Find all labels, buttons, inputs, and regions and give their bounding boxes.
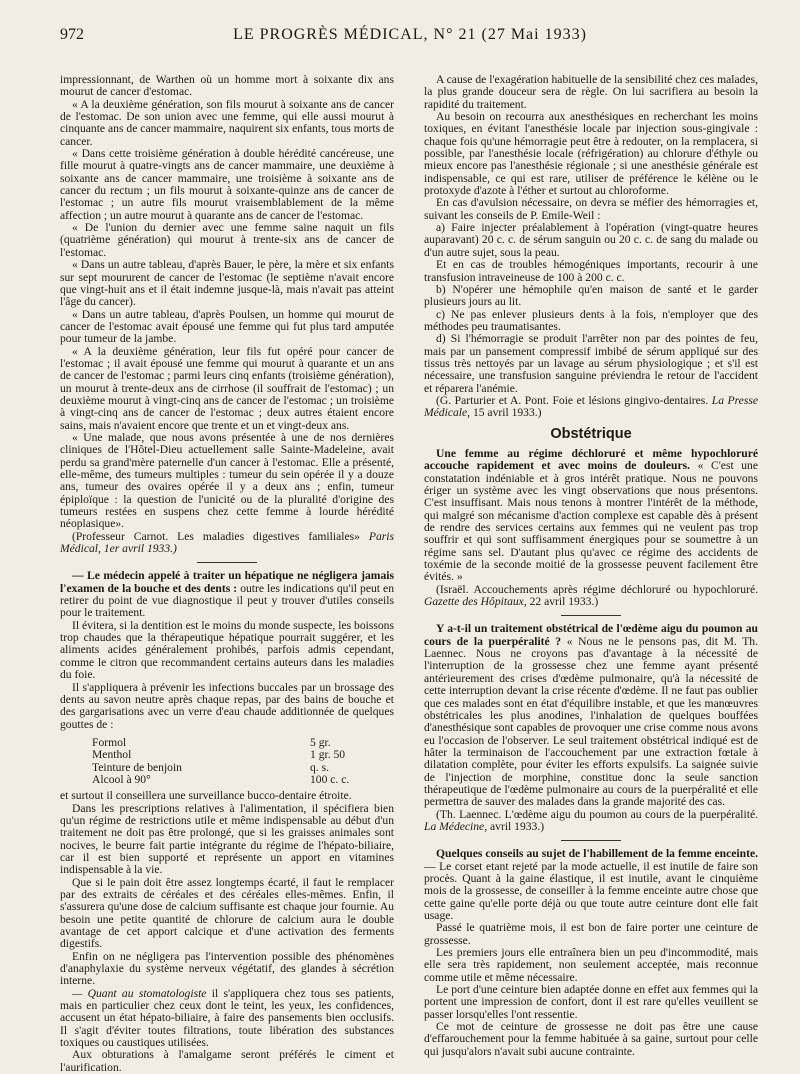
citation-date: 22 avril 1933.) (529, 595, 599, 609)
paragraph: Il s'appliquera à prévenir les infections buccales par un brossage des dents au savon neutre après chaque repas, par des bains de bouche et des gargarisations avec un verre d'eau chaude additionnée de quelques gouttes de : (60, 680, 394, 731)
paragraph: En cas d'avulsion nécessaire, on devra se méfier des hémorragies et, suivant les conseils de P. Emile-Weil : (424, 196, 758, 222)
citation-source: Gazette des Hôpitaux, (424, 595, 527, 609)
paragraph: « Une malade, que nous avons présentée à une de nos dernières cliniques de l'Hôtel-Dieu actuellement salle Sainte-Madeleine, avait perdu sa grand'mère paternelle d'un cancer à l'estomac. Elle a présenté, elle-même, des tumeurs multiples : tumeur du sein opérée il y a douze ans, tumeur des ovaires opérée il y a deux ans ; enfin, tumeur épiploïque : la question de l'unicité ou de la pluralité d'origine des tumeurs restées en suspens chez cette femme à lourde hérédité néoplasique». (60, 430, 394, 531)
paragraph: et surtout il conseillera une surveillance bucco-dentaire étroite. (60, 789, 352, 803)
article-body: il s'appliquera chez tous ses patients, mais en particulier chez ceux dont le teint, les yeux, les confidences, accusent un état hépato-biliaire, à faire des pansements bien occlusifs. Il s'agit d'éviter toutes filtrations, toute libération des substances toxiques ou caustiques utilisées. (60, 986, 394, 1050)
paragraph: b) N'opérer une hémophile qu'en maison de santé et le garder plusieurs jours au lit. (424, 282, 758, 309)
ingredient-name: Formol (92, 735, 127, 749)
article-body: « Nous ne le pensons pas, dit M. Th. Laennec. Nous ne croyons pas d'avantage à la nécessité de l'interruption de la grossesse chez une femme ayant présenté antérieurement des crises d'œdème pulmonaire, qu'à la nécessité de cette interruption devant la crise récente d'œdème. Il ne faut pas oublier que ces malades sont en état d'équilibre instable, et que les manœuvres obstétricales les plus anodines, l'inhalation de quelques bouffées d'anesthésique sont capables de provoquer une crise comme nous avons eu l'occasion de l'observer. Le seul traitement obstétrical indiqué est de hâter la terminaison de l'accouchement par une extraction fœtale à dilatation complète, pour éviter les efforts expulsifs. La saignée suivie de l'injection de morphine, constitue donc la seule sanction thérapeutique de l'œdème pulmonaire au cours de la puerpéralité et elle permettra de sauver des malades dans la grande majorité des cas. (424, 634, 758, 809)
citation-source: Paris Médical, (60, 529, 394, 556)
citation-text: (Professeur Carnot. Les maladies digestives familiales» (72, 529, 360, 543)
article-lead: Une femme au régime déchloruré et même hypochloruré accouche rapidement et avec moins de douleurs. (424, 446, 758, 473)
paragraph: Au besoin on recourra aux anesthésiques en recherchant les moins toxiques, en évitant l'anesthésie locale par injection sous-gingivale : chaque fois qu'une hémorragie peut être à redouter, on la remplacera, si possible, par l'anesthésie locale (réfrigération) au chlorure d'éthyle ou mieux encore pas l'anesthésie régionale ; si une anesthésie générale est indispensable, ce qui est rare, utiliser de préférence le kélène ou le protoxyde d'azote à l'éther et surtout au chloroforme. (424, 110, 758, 198)
section-title: Obstétrique (550, 425, 632, 442)
divider (197, 562, 257, 563)
citation (424, 809, 758, 834)
paragraph: « A la deuxième génération, leur fils fut opéré pour cancer de l'estomac ; il avait épousé une femme qui mourut à quarante et un ans de cancer de l'estomac ; parmi leurs cinq enfants (troisième génération), un mourut à trente-deux ans de cirrhose (il souffrait de l'estomac) ; un deuxième mourut à vingt-cinq ans de cancer de l'estomac ; un troisième à vingt-cinq ans de cancer de l'estomac ; deux autres étaient encore sains, mais n'avaient encore que trente et un et vingt-deux ans. (60, 344, 394, 432)
citation (424, 584, 758, 609)
paragraph: impressionnant, de Warthen où un homme mort à soixante dix ans mourut de cancer d'estomac. (60, 73, 394, 99)
paragraph: Le port d'une ceinture bien adaptée donne en effet aux femmes qui la portent une impression de confort, dont il est rare qu'elles veuillent se passer lorsqu'elles l'ont ressentie. (424, 983, 758, 1021)
citation-text: (Th. Laennec. L'œdème aigu du poumon au cours de la puerpéralité. (436, 807, 758, 821)
divider (561, 840, 621, 841)
paragraph: c) Ne pas enlever plusieurs dents à la fois, n'employer que des méthodes peu traumatisantes. (424, 307, 758, 333)
paragraph: d) Si l'hémorragie se produit l'arrêter non par des pointes de feu, mais par un pansement compressif imbibé de sérum appliqué sur des tissus très nettoyés par un lavage au sérum physiologique ; et s'il est nécessaire, une transfusion sanguine préviendra le retour de l'accident et réparera l'anémie. (424, 332, 758, 395)
ingredient-qty: 100 c. c. (310, 772, 350, 786)
paragraph: « Dans un autre tableau, d'après Poulsen, un homme qui mourut de cancer de l'estomac avait épousé une femme qui fut plus tard amputée pour tumeur de la jambe. (60, 307, 394, 346)
article-lead: — Le médecin appelé à traiter un hépatique ne négligera jamais l'examen de la bouche et des dents : (60, 569, 394, 595)
citation-source: La Médecine, (424, 819, 488, 833)
paragraph: « Dans un autre tableau, d'après Bauer, le père, la mère et six enfants sur sept moururent de cancer de l'estomac (le septième n'avait encore que vingt-huit ans et il était indemne jusque-là, mais n'avait pas atteint l'âge du cancer). (60, 258, 394, 309)
article-hepatique (60, 570, 394, 619)
citation-date: avril 1933.) (490, 819, 545, 833)
paragraph: « De l'union du dernier avec une femme saine naquit un fils (quatrième génération) qui mourut à trente-six ans de cancer de l'estomac. (60, 221, 394, 259)
paragraph: Les premiers jours elle entraînera bien un peu d'incommodité, mais elle sera très rapidement, non seulement acceptée, mais reconnue comme utile et même nécessaire. (424, 946, 758, 984)
ingredient-name: Alcool à 90° (92, 772, 151, 786)
article-stomatologiste (60, 988, 394, 1050)
paragraph: Que si le pain doit être assez longtemps écarté, il faut le remplacer par des extraits de céréales et des céréales elles-mêmes. Enfin, il s'assurera qu'une dose de calcium suffisante est chaque jour fournie. Au besoin une petite quantité de chlorure de calcium aura le double avantage de cet apport calcique et d'une activation des ferments digestifs. (60, 875, 394, 951)
citation (60, 531, 394, 556)
ingredient-qty: 5 gr. (310, 735, 331, 749)
citation-text: (G. Parturier et A. Pont. Foie et lésions gingivo-dentaires. (436, 393, 709, 407)
prescription-table (92, 737, 349, 786)
left-column (60, 73, 394, 1074)
article-body: — Le corset etant rejeté par la mode actuelle, il est inutile de faire son procès. Quant à la gaine élastique, il est inutile, avant le cinquième mois de la grossesse, de conseiller à la femme enceinte autre chose que cette gaine qu'elle porte déjà ou que toute autre ceinture dont elle fait usage. (424, 859, 758, 922)
ingredient-name: Menthol (92, 748, 132, 762)
page-header (60, 26, 760, 48)
paragraph: Il évitera, si la dentition est le moins du monde suspecte, les boissons trop chaudes que la thérapeutique hépatique pourrait suggérer, et les aliments acides généralement prohibés, parfois admis cependant, comme le citron que recommandent certains auteurs dans les maladies du foie. (60, 618, 394, 682)
paragraph: Enfin on ne négligera pas l'intervention possible des phénomènes d'anaphylaxie du système nerveux végétatif, des glandes à sécrétion interne. (60, 949, 394, 988)
paragraph: A cause de l'exagération habituelle de la sensibilité chez ces malades, la plus grande douceur sera de règle. On lui sacrifiera au besoin la rapidité du traitement. (424, 73, 758, 111)
prescription-row (92, 749, 349, 761)
paragraph: « A la deuxième génération, son fils mourut à soixante ans de cancer de l'estomac. De son union avec une femme, qui elle aussi mourut à cinquante ans de cancer mammaire, naquirent six enfants, tous morts de cancer. (60, 97, 394, 148)
article-regime (424, 448, 758, 584)
citation-date: 1er avril 1933.) (103, 542, 177, 556)
page-number: 972 (60, 26, 84, 43)
article-habillement (424, 848, 758, 922)
right-column (424, 74, 758, 1056)
ingredient-name: Teinture de benjoin (92, 760, 182, 774)
article-body: outre les indications qu'il peut en retirer du point de vue diagnostique il peut y trouver d'utiles conseils pour le traitement. (60, 581, 394, 620)
divider (561, 615, 621, 616)
paragraph: Passé le quatrième mois, il est bon de faire porter une ceinture de grossesse. (424, 921, 758, 947)
article-body: « C'est une constatation indéniable et à gros intérêt pratique. Nous ne pouvons ériger un système avec les vingt observations que nous présentons. C'est insuffisant. Mais nous tenons à montrer l'intérêt de la méthode, qui malgré son mécanisme d'action complexe est capable dès à présent de rendre des services certains aux femmes qui ne veulent pas trop souffrir et qui sont suffisamment énergiques pour se soumettre à un régime sans sel. D'autant plus qu'avec ce régime des accidents de toxémie de la seconde moitié de la grossesse peuvent facilement être évités. » (424, 459, 758, 584)
article-lead: — Quant au stomatologiste (72, 986, 207, 1000)
citation-source: La Presse Médicale, (424, 393, 758, 420)
paragraph: Dans les prescriptions relatives à l'alimentation, il spécifiera bien qu'un régime de restrictions utile et même indispensable au début d'un traitement ne doit pas être prolongé, que si les graisses animales sont nocives, le beurre fait partie intégrante du régime de l'hépato-biliaire, car il est bien supporté et représente un apport en vitamines indispensable à la vie. (60, 801, 394, 877)
paragraph: Ce mot de ceinture de grossesse ne doit pas être une cause d'effarouchement pour la femme habituée à sa gaine, surtout pour celle qui jusqu'alors n'avait subi aucune contrainte. (424, 1020, 758, 1058)
article-lead: Quelques conseils au sujet de l'habillement de la femme enceinte. (436, 847, 758, 861)
citation (424, 395, 758, 420)
running-title: LE PROGRÈS MÉDICAL, N° 21 (27 Mai 1933) (233, 26, 587, 43)
ingredient-qty: q. s. (310, 760, 330, 774)
paragraph: Et en cas de troubles hémogéniques importants, recourir à une transfusion intraveineuse de 100 à 200 c. c. (424, 258, 758, 284)
citation-text: (Israël. Accouchements après régime déchloruré ou hypochloruré. (436, 582, 758, 596)
citation-date: 15 avril 1933.) (472, 406, 542, 420)
article-lead: Y a-t-il un traitement obstétrical de l'œdème aigu du poumon au cours de la puerpéralité ? (424, 622, 758, 648)
paragraph: a) Faire injecter préalablement à l'opération (vingt-quatre heures auparavant) 20 c. c. de sérum sanguin ou 20 c. c. de sang du malade ou d'un autre sujet, sous la peau. (424, 221, 758, 259)
article-oedeme (424, 623, 758, 808)
paragraph: Aux obturations à l'amalgame seront préférés le ciment et l'aurification. (60, 1048, 394, 1074)
prescription-row (92, 774, 349, 786)
paragraph: « Dans cette troisième génération à double hérédité cancéreuse, une fille mourut à quatre-vingts ans de cancer mammaire, une deuxième à soixante ans de cancer mammaire, une troisième à soixante ans de cancer du rectum ; un fils mourut à soixante-quinze ans de cancer de l'estomac ; un autre fils mourut vraisemblablement de la même affection ; un autre mourut à quarante ans de cancer de l'estomac. (60, 147, 394, 222)
ingredient-qty: 1 gr. 50 (310, 748, 346, 762)
